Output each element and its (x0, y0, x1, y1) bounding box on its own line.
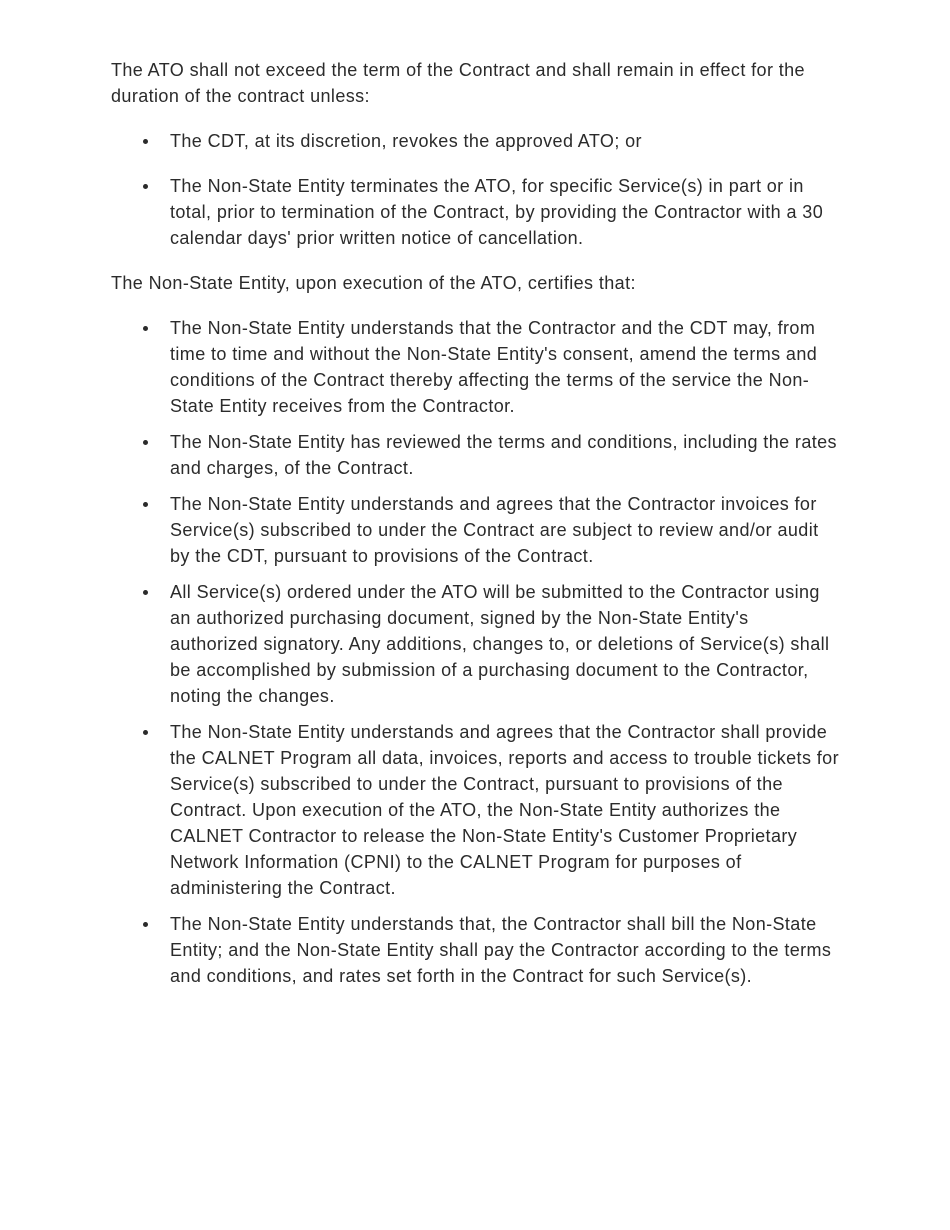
intro-paragraph: The ATO shall not exceed the term of the Contract and shall remain in effect for the duration of the contract unless: (111, 60, 805, 106)
termination-list (111, 128, 839, 251)
certification-list (111, 315, 839, 989)
list-item-text: The Non-State Entity understands and agrees that the Contractor shall provide the CALNET Program all data, invoices, reports and access to trouble tickets for Service(s) subscribed to under the Contract, pursuant to provisions of the Contract. Upon execution of the ATO, the Non-State Entity authorizes the CALNET Contractor to release the Non-State Entity's Customer Proprietary Network Information (CPNI) to the CALNET Program for purposes of administering the Contract. (170, 722, 839, 898)
list-item-text: The CDT, at its discretion, revokes the approved ATO; or (170, 131, 642, 151)
list-item (143, 173, 839, 251)
list-item-text: The Non-State Entity has reviewed the terms and conditions, including the rates and charges, of the Contract. (170, 432, 837, 478)
bullet-icon (143, 922, 148, 927)
list-item-text: The Non-State Entity understands that, the Contractor shall bill the Non-State Entity; and the Non-State Entity shall pay the Contractor according to the terms and conditions, and rates set forth in the Contract for such Service(s). (170, 914, 832, 986)
bullet-icon (143, 502, 148, 507)
list-item (143, 911, 839, 989)
list-item (143, 315, 839, 419)
bullet-icon (143, 440, 148, 445)
bullet-icon (143, 326, 148, 331)
list-item (143, 128, 839, 154)
list-item (143, 579, 839, 709)
list-item-text: The Non-State Entity understands and agrees that the Contractor invoices for Service(s) subscribed to under the Contract are subject to review and/or audit by the CDT, pursuant to provisions of the Contract. (170, 494, 819, 566)
bullet-icon (143, 730, 148, 735)
list-item (143, 429, 839, 481)
list-item (143, 491, 839, 569)
certification-intro-paragraph: The Non-State Entity, upon execution of the ATO, certifies that: (111, 273, 636, 293)
bullet-icon (143, 139, 148, 144)
list-item-text: The Non-State Entity terminates the ATO, for specific Service(s) in part or in total, prior to termination of the Contract, by providing the Contractor with a 30 calendar days' prior written notice of cancellation. (170, 176, 824, 248)
list-item-text: All Service(s) ordered under the ATO will be submitted to the Contractor using an authorized purchasing document, signed by the Non-State Entity's authorized signatory. Any additions, changes to, or deletions of Service(s) shall be accomplished by submission of a purchasing document to the Contractor, noting the changes. (170, 582, 830, 706)
bullet-icon (143, 590, 148, 595)
list-item (143, 719, 839, 901)
bullet-icon (143, 184, 148, 189)
list-item-text: The Non-State Entity understands that the Contractor and the CDT may, from time to time and without the Non-State Entity's consent, amend the terms and conditions of the Contract thereby affecting the terms of the service the Non-State Entity receives from the Contractor. (170, 318, 818, 416)
